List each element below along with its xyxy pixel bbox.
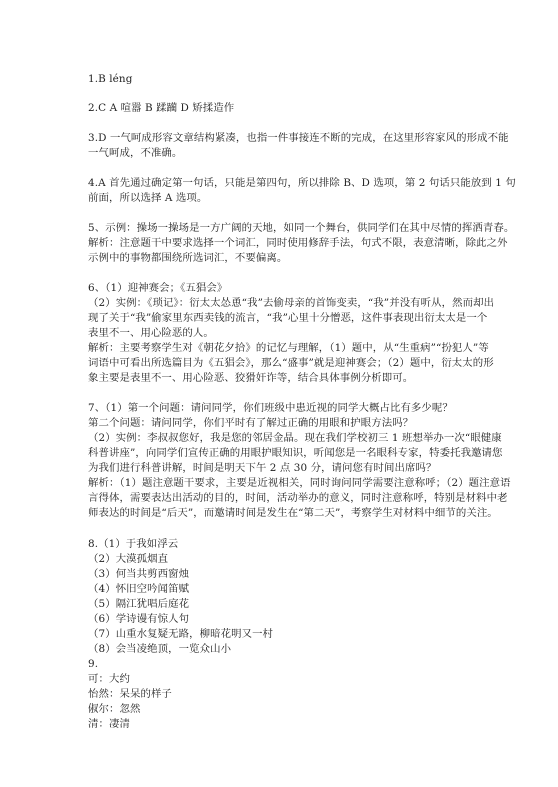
answer-8-line-8: （8）会当凌绝顶，一览众山小 (88, 643, 232, 655)
answer-9-line-1: 可：大约 (88, 673, 130, 685)
answer-6-line-1: 6、（1）迎神赛会；《五猖会》 (88, 282, 228, 294)
answer-9-line-2: 怡然：呆呆的样子 (88, 688, 172, 700)
answer-7-line-4: 科普讲座”，向同学们宣传正确的用眼护眼知识，听闻您是一名眼科专家，特委托我邀请您 (88, 447, 503, 459)
answer-8-line-1: 8.（1）于我如浮云 (88, 538, 179, 550)
answer-6-line-6: 词语中可看出所选篇目为《五猖会》，那么“盛事”就是迎神赛会；（2）题中，衍太太的形 (88, 357, 494, 369)
answer-3-line-2: 一气呵成，不准确。 (88, 147, 183, 159)
answer-4-line-2: 前面，所以选择 A 选项。 (88, 192, 208, 204)
answer-8-line-7: （7）山重水复疑无路，柳暗花明又一村 (88, 628, 274, 640)
answer-7-line-6: 解析：（1）题注意题干要求，主要是近视相关，同时询问同学需要注意称呼；（2）题注意语 (88, 477, 511, 489)
answer-2: 2.C A 喧嚣 B 蹂躏 D 矫揉造作 (88, 102, 235, 114)
answer-3-line-1: 3.D 一气呵成形容文章结构紧凑，也指一件事接连不断的完成，在这里形容家风的形成不能 (88, 132, 509, 144)
answer-5-line-1: 5、示例：操场一操场是一方广阔的天地，如同一个舞台，供同学们在其中尽情的挥洒青春。 (88, 222, 515, 234)
answer-5-line-2: 解析：注意题干中要求选择一个词汇，同时使用修辞手法，句式不限，表意清晰，除此之外 (88, 237, 508, 249)
answer-8-line-5: （5）隔江犹唱后庭花 (88, 598, 190, 610)
answer-6-line-4: 表里不一、用心险恶的人。 (88, 327, 214, 339)
answer-5-line-3: 示例中的事物都围绕所选词汇，不要偏离。 (88, 252, 288, 264)
answer-6-line-7: 象主要是表里不一、用心险恶、狡猾奸诈等，结合具体事例分析即可。 (88, 372, 414, 384)
answer-7-line-3: （2）实例：李叔叔您好，我是您的邻居金晶。现在我们学校初三 1 班想举办一次“眼健康 (88, 432, 502, 444)
answer-9-line-3: 俶尔：忽然 (88, 703, 141, 715)
answer-7-line-2: 第二个问题：请问同学，你们平时有了解过正确的用眼和护眼方法吗？ (88, 417, 414, 429)
answer-8-line-6: （6）学诗谩有惊人句 (88, 613, 190, 625)
answer-6-line-5: 解析：主要考察学生对《朝花夕拾》的记忆与理解，（1）题中，从“生重病”“扮犯人”等 (88, 342, 489, 354)
answer-8-line-2: （2）大漠孤烟直 (88, 553, 169, 565)
answer-7-line-1: 7、（1）第一个问题：请问同学，你们班级中患近视的同学大概占比有多少呢？ (88, 402, 453, 414)
answer-4-line-1: 4.A 首先通过确定第一句话，只能是第四句，所以排除 B、D 选项，第 2 句话只能放到 1 句 (88, 177, 516, 189)
answer-7-line-7: 言得体，需要表达出活动的目的，时间，活动举办的意义，同时注意称呼，特别是材料中老 (88, 492, 508, 504)
answer-7-line-8: 师表达的时间是“后天”，而邀请时间是发生在“第二天”，考察学生对材料中细节的关注。 (88, 507, 498, 519)
answer-6-line-2: （2）实例：《琐记》：衍太太怂恿“我”去偷母亲的首饰变卖，“我”并没有听从，然而却出 (88, 297, 495, 309)
answer-1: 1.B léng (88, 73, 133, 85)
answer-8-line-3: （3）何当共剪西窗烛 (88, 568, 190, 580)
answer-9-line-4: 清：凄清 (88, 718, 130, 730)
answer-7-line-5: 为我们进行科普讲解，时间是明天下午 2 点 30 分，请问您有时间出席吗？ (88, 462, 437, 474)
answer-6-line-3: 现了关于“我”偷家里东西卖钱的流言，“我”心里十分憎恶，这件事表现出衍太太是一个 (88, 312, 488, 324)
answer-9-heading: 9. (88, 658, 99, 670)
answer-8-line-4: （4）怀旧空吟闻笛赋 (88, 583, 190, 595)
